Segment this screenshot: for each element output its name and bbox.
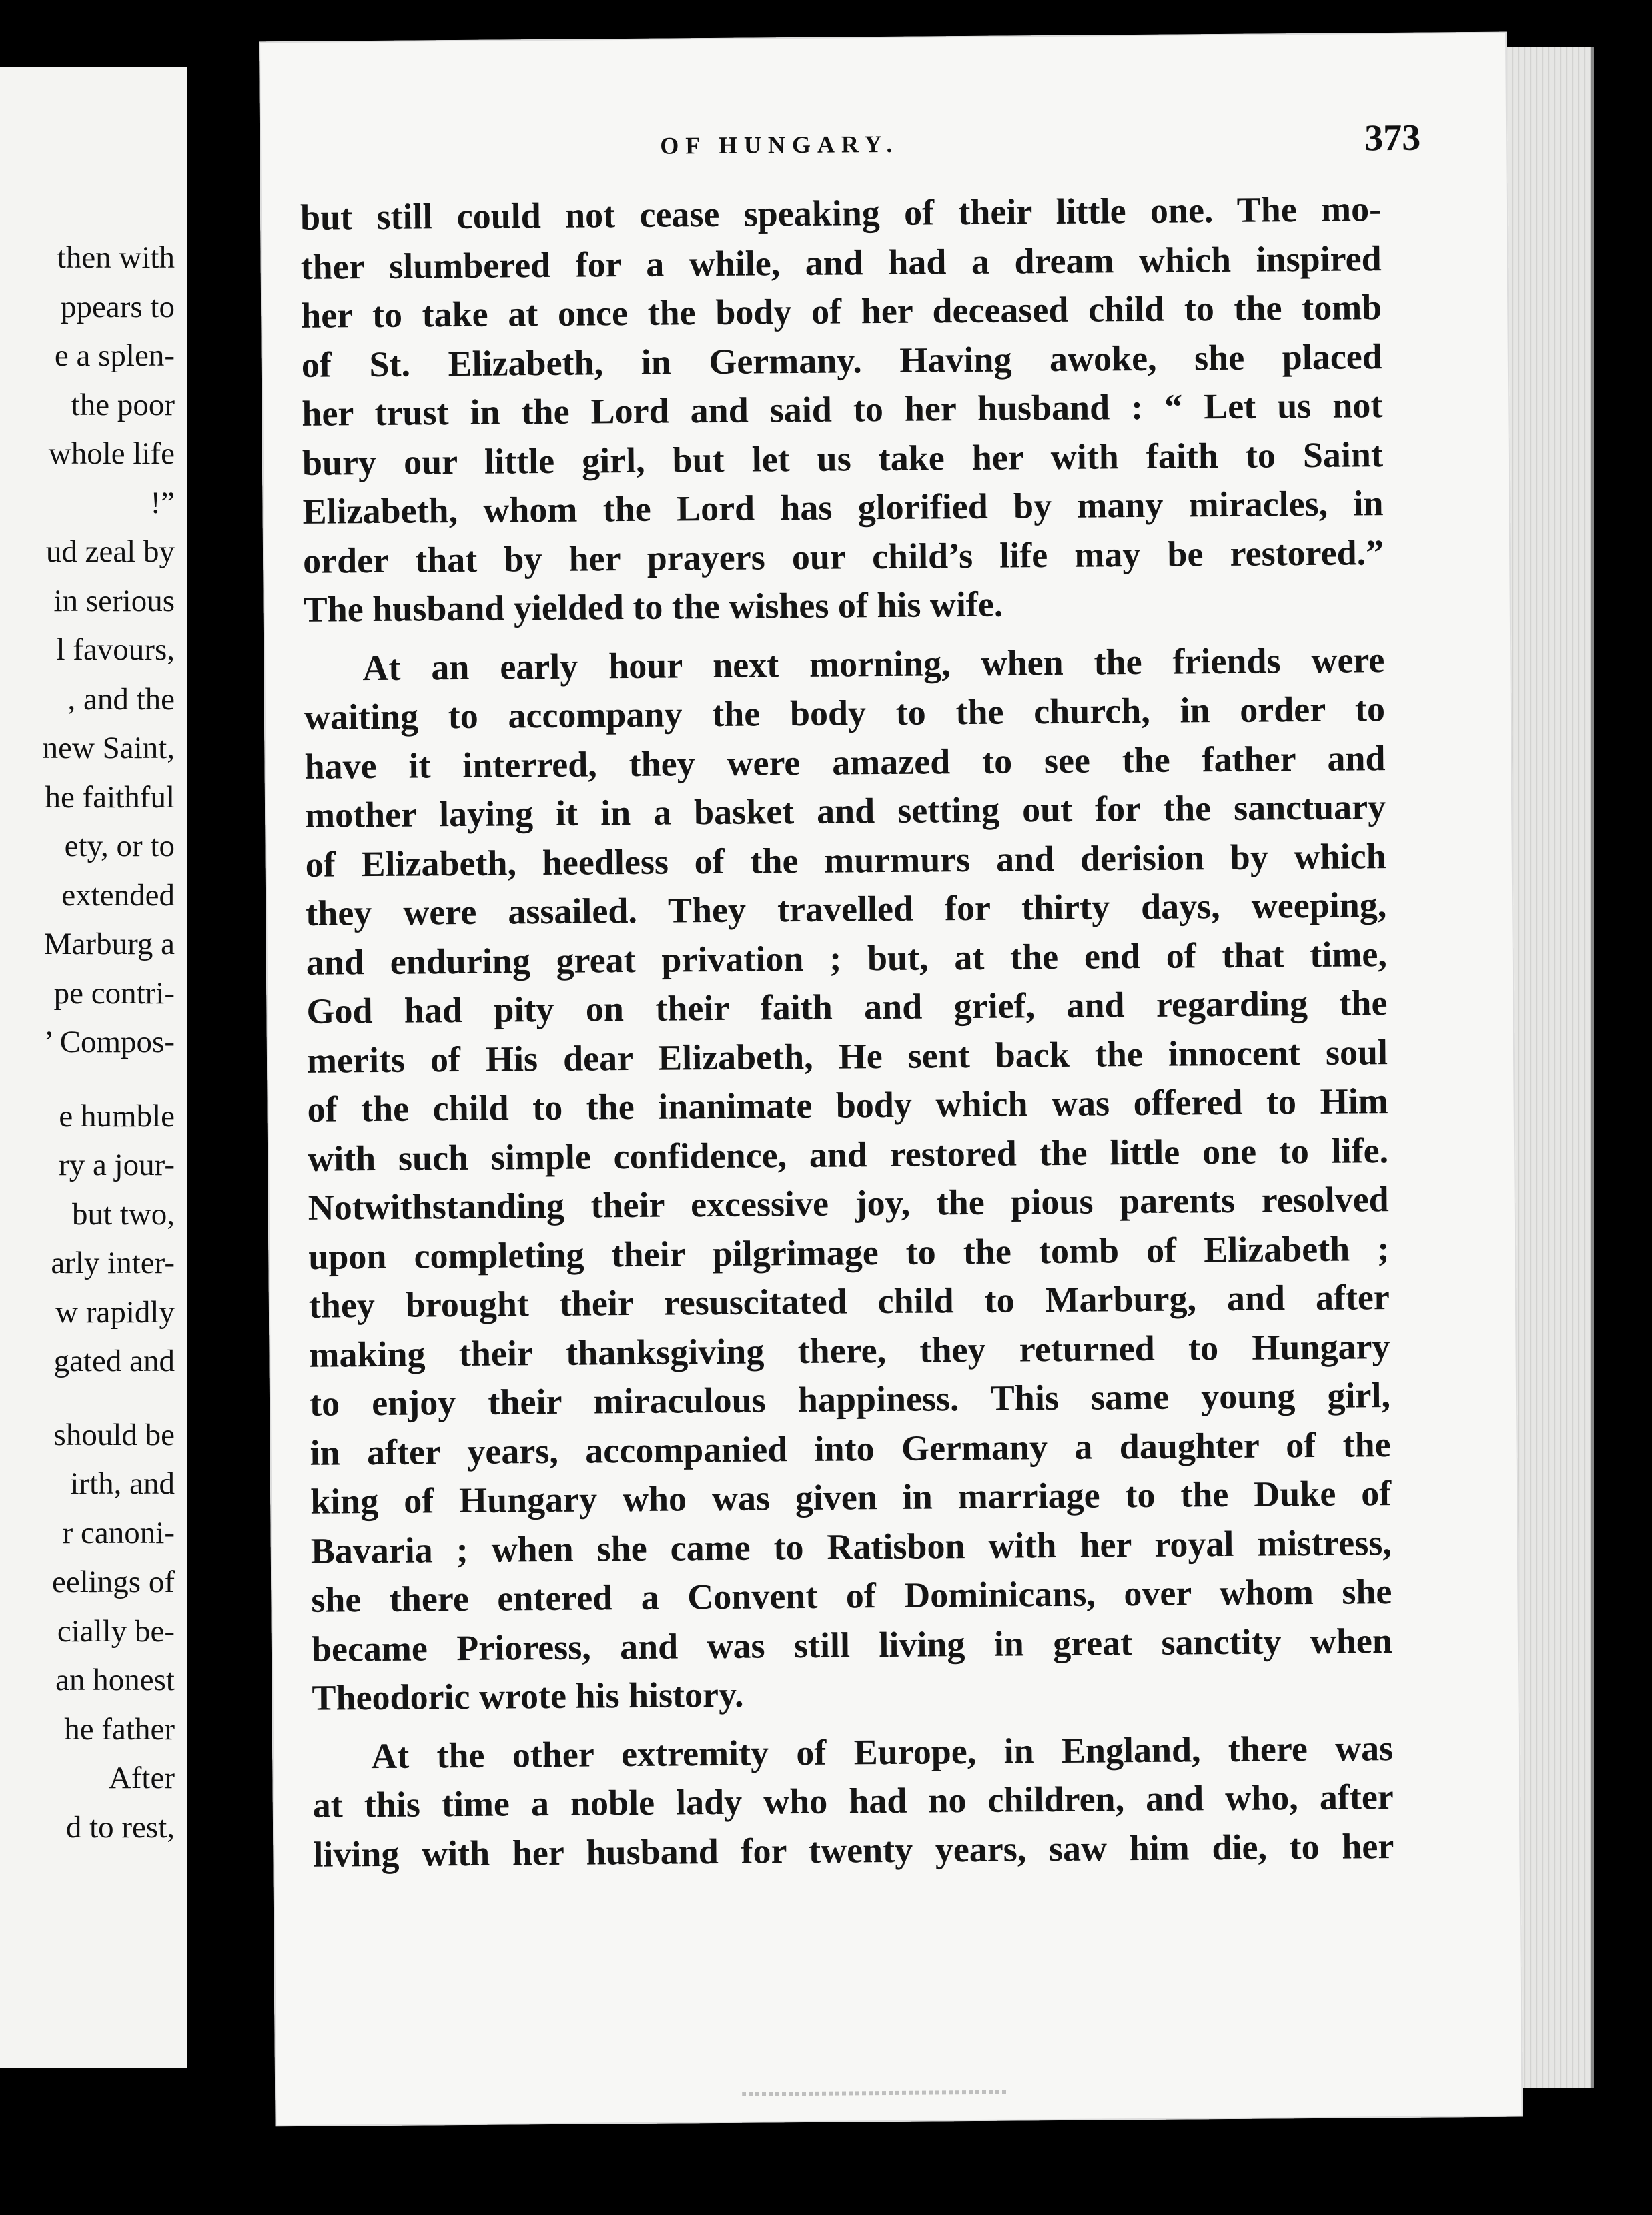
- book-gutter: [187, 60, 260, 2095]
- previous-page-line: gated and: [53, 1344, 175, 1378]
- previous-page-line: cially be-: [57, 1613, 175, 1649]
- previous-page-line: [0, 1386, 175, 1411]
- previous-page-line: [0, 1067, 175, 1092]
- running-head-title: OF HUNGARY.: [660, 130, 899, 159]
- previous-page-line: ppears to: [61, 289, 175, 324]
- previous-page-line: an honest: [55, 1663, 175, 1697]
- previous-page-line: Marburg a: [43, 927, 175, 961]
- text-line: Notwithstanding their excessive joy, the pious parents resolved: [308, 1179, 1389, 1228]
- previous-page-line: in serious: [53, 583, 175, 618]
- text-line: they brought their resuscitated child to Marburg, and after: [308, 1277, 1390, 1326]
- previous-page-line: d to rest,: [65, 1809, 175, 1845]
- text-line: have it interred, they were amazed to see the father and: [304, 737, 1386, 787]
- text-line: order that by her prayers our child’s life may be restored.”: [302, 532, 1384, 581]
- text-line: of St. Elizabeth, in Germany. Having awoke, she placed: [301, 336, 1383, 385]
- text-line: making their thanksgiving there, they returned to Hungary: [309, 1326, 1390, 1375]
- previous-page-line: extended: [61, 877, 175, 913]
- text-line: living with her husband for twenty years, saw him die, to her: [313, 1825, 1394, 1875]
- text-line: and enduring great privation ; but, at the end of that time,: [306, 933, 1388, 983]
- text-line: waiting to accompany the body to the church, in order to: [304, 689, 1386, 737]
- previous-page-line: , and the: [67, 681, 175, 717]
- text-line: to enjoy their miraculous happiness. This same young girl,: [309, 1375, 1391, 1424]
- text-line: upon completing their pilgrimage to the tomb of Elizabeth ;: [308, 1228, 1390, 1277]
- text-line: The husband yielded to the wishes of his wife.: [303, 584, 1003, 630]
- text-line: Bavaria ; when she came to Ratisbon with her royal mistress,: [310, 1522, 1392, 1571]
- text-line: but still could not cease speaking of their little one. The mo-: [300, 189, 1382, 238]
- current-page: [259, 32, 1523, 2127]
- text-line: Elizabeth, whom the Lord has glorified by many miracles, in: [302, 483, 1384, 532]
- text-line: with such simple confidence, and restored the little one to life.: [307, 1130, 1389, 1179]
- previous-page-line: !”: [150, 485, 175, 520]
- previous-page-line: then with: [57, 240, 175, 275]
- text-line: she there entered a Convent of Dominicans, over whom she: [311, 1571, 1392, 1620]
- text-line: at this time a noble lady who had no children, and who, after: [312, 1777, 1394, 1825]
- previous-page-line: arly inter-: [51, 1246, 175, 1280]
- text-line: her to take at once the body of her deceased child to the tomb: [301, 287, 1382, 336]
- text-line: At an early hour next morning, when the friends were: [362, 639, 1385, 688]
- previous-page-line: r canoni-: [62, 1515, 175, 1550]
- previous-page-line: ud zeal by: [45, 534, 175, 569]
- previous-page: [0, 67, 187, 2068]
- text-line: of Elizabeth, heedless of the murmurs and derision by which: [305, 835, 1386, 885]
- text-line: At the other extremity of Europe, in England, there was: [370, 1727, 1394, 1776]
- text-line: Theodoric wrote his history.: [312, 1674, 744, 1718]
- bottom-print-mark: [742, 2090, 1009, 2096]
- previous-page-line: should be: [53, 1417, 175, 1452]
- previous-page-line: ety, or to: [64, 829, 175, 863]
- previous-page-line: he father: [64, 1711, 175, 1747]
- running-head: [260, 117, 1507, 182]
- text-line: they were assailed. They travelled for thirty days, weeping,: [306, 885, 1387, 933]
- text-line: her trust in the Lord and said to her husband : “ Let us not: [302, 385, 1383, 434]
- text-line: in after years, accompanied into Germany a daughter of the: [310, 1424, 1391, 1473]
- previous-page-line: ry a jour-: [59, 1148, 175, 1182]
- previous-page-line: he faithful: [45, 779, 175, 815]
- text-line: God had pity on their faith and grief, and regarding the: [306, 983, 1388, 1031]
- previous-page-line: l favours,: [56, 632, 175, 667]
- previous-page-line: whole life: [48, 436, 175, 471]
- previous-page-line: new Saint,: [42, 731, 175, 765]
- previous-page-line: irth, and: [70, 1466, 175, 1501]
- previous-page-line: e humble: [59, 1098, 175, 1134]
- previous-page-line: the poor: [71, 387, 175, 422]
- previous-page-text: [0, 234, 175, 1852]
- text-line: ther slumbered for a while, and had a dream which inspired: [300, 238, 1382, 287]
- previous-page-line: pe contri-: [53, 975, 175, 1011]
- previous-page-line: e a splen-: [54, 338, 175, 373]
- text-line: became Prioress, and was still living in great sanctity when: [311, 1620, 1393, 1669]
- page-number: 373: [1364, 117, 1421, 159]
- previous-page-line: w rapidly: [55, 1294, 175, 1330]
- text-line: merits of His dear Elizabeth, He sent back the innocent soul: [306, 1031, 1388, 1081]
- text-line: king of Hungary who was given in marriage to the Duke of: [310, 1473, 1392, 1522]
- text-line: bury our little girl, but let us take her with faith to Saint: [302, 434, 1384, 483]
- previous-page-line: but two,: [71, 1196, 175, 1232]
- text-line: mother laying it in a basket and setting out for the sanctuary: [304, 787, 1386, 835]
- previous-page-line: eelings of: [51, 1565, 175, 1599]
- page-body-text: [300, 185, 1394, 1879]
- text-line: of the child to the inanimate body which was offered to Him: [307, 1081, 1388, 1130]
- previous-page-line: After: [108, 1761, 175, 1795]
- previous-page-line: ’ Compos-: [43, 1025, 175, 1059]
